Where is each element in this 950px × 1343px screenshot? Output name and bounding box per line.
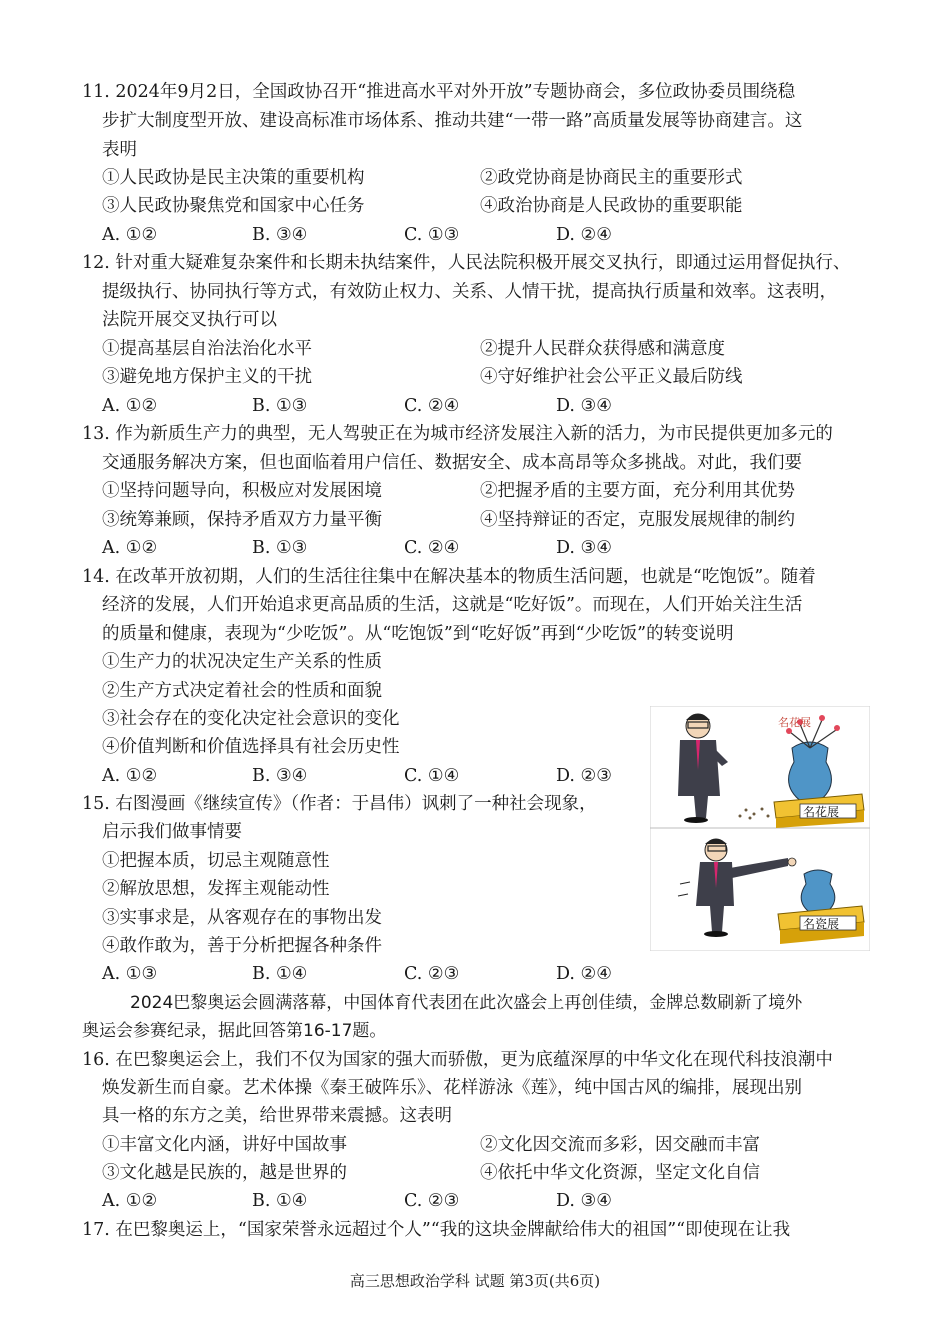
q16-stem-line-3: 具一格的东方之美，给世界带来震撼。这表明 [102,1106,452,1126]
q16-answer-b: B. ①④ [252,1191,308,1211]
q12-choice-3: ③避免地方保护主义的干扰 [102,367,312,387]
q14-answer-a: A. ①② [102,766,158,786]
q15-choice-4: ④敢作敢为，善于分析把握各种条件 [102,936,382,956]
q11-stem-line-1: 11. 2024年9月2日，全国政协召开“推进高水平对外开放”专题协商会，多位政协委员围绕稳 [82,82,796,102]
q13-stem-line-2: 交通服务解决方案，但也面临着用户信任、数据安全、成本高昂等众多挑战。对此，我们要 [102,453,802,473]
q15-stem-line-1: 15. 右图漫画《继续宣传》（作者：于昌伟）讽刺了一种社会现象， [82,794,597,814]
q13-choice-4: ④坚持辩证的否定，克服发展规律的制约 [480,510,795,530]
cartoon-illustration [650,706,870,951]
q11-answer-a: A. ①② [102,225,158,245]
q12-answer-b: B. ①③ [252,396,308,416]
q16-choice-4: ④依托中华文化资源，坚定文化自信 [480,1163,760,1183]
q13-answer-d: D. ③④ [556,538,612,558]
empty-vase-bottom [801,870,835,914]
q16-choice-2: ②文化因交流而多彩，因交融而丰富 [480,1135,760,1155]
q13-answer-c: C. ②④ [404,538,460,558]
q12-choice-1: ①提高基层自治法治化水平 [102,339,312,359]
q11-answer-c: C. ①③ [404,225,460,245]
q11-choice-2: ②政党协商是协商民主的重要形式 [480,168,743,188]
q16-answer-c: C. ②③ [404,1191,460,1211]
q16-choice-3: ③文化越是民族的，越是世界的 [102,1163,347,1183]
q16-stem-line-1: 16. 在巴黎奥运会上，我们不仅为国家的强大而骄傲，更为底蕴深厚的中华文化在现代科技浪潮中 [82,1050,833,1070]
q14-choice-3: ③社会存在的变化决定社会意识的变化 [102,709,400,729]
q11-stem-line-3: 表明 [102,140,137,160]
q11-choice-4: ④政治协商是人民政协的重要职能 [480,196,743,216]
q14-choice-1: ①生产力的状况决定生产关系的性质 [102,652,382,672]
q12-answer-c: C. ②④ [404,396,460,416]
q16-answer-a: A. ①② [102,1191,158,1211]
q13-answer-a: A. ①② [102,538,158,558]
q11-choice-3: ③人民政协聚焦党和国家中心任务 [102,196,365,216]
q15-choice-3: ③实事求是，从客观存在的事物出发 [102,908,382,928]
q12-stem-line-3: 法院开展交叉执行可以 [102,310,277,330]
q13-choice-2: ②把握矛盾的主要方面，充分利用其优势 [480,481,795,501]
q15-choice-1: ①把握本质，切忌主观随意性 [102,851,330,871]
q15-answer-a: A. ①③ [102,964,158,984]
q15-answer-b: B. ①④ [252,964,308,984]
q16-choice-1: ①丰富文化内涵，讲好中国故事 [102,1135,347,1155]
q14-stem-line-1: 14. 在改革开放初期，人们的生活往往集中在解决基本的物质生活问题，也就是“吃饱饭”。随着 [82,567,816,587]
q15-choice-2: ②解放思想，发挥主观能动性 [102,879,330,899]
q15-answer-c: C. ②③ [404,964,460,984]
section-intro-line-2: 奥运会参赛纪录，据此回答第16-17题。 [82,1021,387,1041]
q11-choice-1: ①人民政协是民主决策的重要机构 [102,168,365,188]
q13-answer-b: B. ①③ [252,538,308,558]
q14-answer-b: B. ③④ [252,766,308,786]
q13-choice-3: ③统筹兼顾，保持矛盾双方力量平衡 [102,510,382,530]
page-footer: 高三思想政治学科 试题 第3页(共6页) [349,1272,601,1290]
cartoon-sign-bottom: 名瓷展 [803,917,840,931]
q15-answer-d: D. ②④ [556,964,612,984]
q11-answer-d: D. ②④ [556,225,612,245]
q11-stem-line-2: 步扩大制度型开放、建设高标准市场体系、推动共建“一带一路”高质量发展等协商建言。这 [102,111,803,131]
q12-answer-d: D. ③④ [556,396,612,416]
q12-answer-a: A. ①② [102,396,158,416]
cartoon-flower-label: 名花展 [778,716,811,729]
q13-choice-1: ①坚持问题导向，积极应对发展困境 [102,481,382,501]
q17-stem-line-1: 17. 在巴黎奥运上，“国家荣誉永远超过个人”“我的这块金牌献给伟大的祖国”“即使现在让我 [82,1220,791,1240]
q13-stem-line-1: 13. 作为新质生产力的典型，无人驾驶正在为城市经济发展注入新的活力，为市民提供更加多元的 [82,424,833,444]
q14-stem-line-2: 经济的发展，人们开始追求更高品质的生活，这就是“吃好饭”。而现在，人们开始关注生活 [102,595,803,615]
q12-choice-2: ②提升人民群众获得感和满意度 [480,339,725,359]
q15-stem-line-2: 启示我们做事情要 [102,822,242,842]
q14-choice-2: ②生产方式决定着社会的性质和面貌 [102,681,382,701]
q11-answer-b: B. ③④ [252,225,308,245]
q14-answer-c: C. ①④ [404,766,460,786]
q16-answer-d: D. ③④ [556,1191,612,1211]
q16-stem-line-2: 焕发新生而自豪。艺术体操《秦王破阵乐》、花样游泳《莲》，纯中国古风的编排，展现出别 [102,1078,802,1098]
cartoon-sign-top: 名花展 [803,805,840,819]
q14-stem-line-3: 的质量和健康，表现为“少吃饭”。从“吃饱饭”到“吃好饭”再到“少吃饭”的转变说明 [102,624,734,644]
q14-answer-d: D. ②③ [556,766,612,786]
section-intro-line-1: 2024巴黎奥运会圆满落幕，中国体育代表团在此次盛会上再创佳绩，金牌总数刷新了境外 [130,993,803,1013]
q14-choice-4: ④价值判断和价值选择具有社会历史性 [102,737,400,757]
q12-choice-4: ④守好维护社会公平正义最后防线 [480,367,743,387]
q12-stem-line-1: 12. 针对重大疑难复杂案件和长期未执结案件，人民法院积极开展交叉执行，即通过运用督促执行、 [82,253,851,273]
q12-stem-line-2: 提级执行、协同执行等方式，有效防止权力、关系、人情干扰，提高执行质量和效率。这表明， [102,282,837,302]
